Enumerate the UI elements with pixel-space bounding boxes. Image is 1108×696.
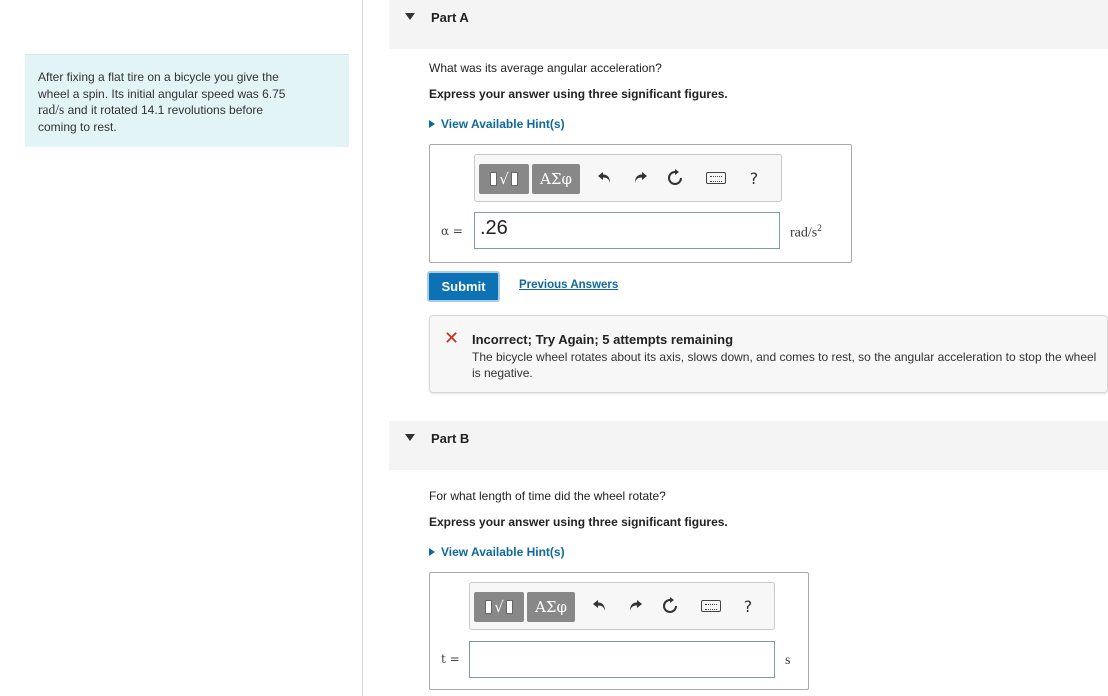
keyboard-icon[interactable] (703, 165, 729, 191)
part-a-answer-panel (429, 144, 852, 263)
undo-icon[interactable] (592, 165, 618, 191)
alpha-variable-label: α = (441, 224, 463, 238)
expand-triangle-icon (429, 548, 435, 556)
problem-column (0, 0, 363, 696)
feedback-box (429, 315, 1108, 393)
problem-line-3-text: and it rotated 14.1 revolutions before (64, 103, 264, 117)
feedback-text: The bicycle wheel rotates about its axis, slows down, and comes to rest, so the angular acceleration to stop the wheel is negative. (472, 350, 1097, 380)
help-icon[interactable]: ? (749, 168, 759, 188)
part-a-instruction: Express your answer using three significant figures. (429, 87, 728, 101)
collapse-caret-icon[interactable] (405, 13, 415, 20)
sqrt-icon: √ (499, 170, 509, 188)
part-a-hint-label: View Available Hint(s) (441, 117, 565, 131)
part-a-header[interactable] (389, 0, 1108, 49)
template-square-icon (485, 600, 492, 614)
problem-unit: rad/s (38, 102, 65, 117)
problem-line-3 (38, 102, 337, 119)
submit-button[interactable]: Submit (427, 271, 500, 302)
template-square-icon (506, 600, 513, 614)
unit-base: rad/s (790, 225, 818, 241)
problem-line-1: After fixing a flat tire on a bicycle you give the (38, 70, 279, 84)
part-b-question: For what length of time did the wheel rotate? (429, 489, 666, 503)
problem-statement (25, 54, 349, 147)
unit-exponent: 2 (817, 223, 822, 233)
part-a-question: What was its average angular acceleration? (429, 61, 662, 75)
part-a-title: Part A (431, 10, 469, 25)
reset-icon[interactable] (657, 593, 683, 619)
part-b-answer-panel (429, 572, 809, 690)
templates-button[interactable] (474, 592, 524, 622)
problem-line-4: coming to rest. (38, 119, 117, 134)
undo-icon[interactable] (587, 593, 613, 619)
part-b-math-toolbar (469, 582, 775, 630)
incorrect-x-icon: ✕ (444, 328, 460, 349)
part-b-unit: s (785, 653, 791, 668)
part-b-hint-link[interactable] (429, 545, 565, 559)
problem-line-2: wheel a spin. Its initial angular speed was 6.75 (38, 86, 286, 101)
reset-icon[interactable] (662, 165, 688, 191)
template-square-icon (511, 172, 518, 186)
previous-answers-link[interactable]: Previous Answers (519, 279, 619, 291)
part-b-header[interactable] (389, 421, 1108, 470)
expand-triangle-icon (429, 120, 435, 128)
greek-symbols-button[interactable]: ΑΣφ (532, 164, 580, 194)
redo-icon[interactable] (627, 165, 653, 191)
part-b-answer-input[interactable] (469, 641, 775, 678)
part-b-title: Part B (431, 431, 470, 446)
part-a-hint-link[interactable] (429, 117, 565, 131)
part-a-unit (790, 223, 822, 242)
part-a-answer-input[interactable]: .26 (474, 212, 780, 249)
part-b-hint-label: View Available Hint(s) (441, 545, 565, 559)
keyboard-icon[interactable] (698, 593, 724, 619)
part-a-math-toolbar (474, 154, 782, 202)
help-icon[interactable]: ? (743, 596, 753, 616)
template-square-icon (490, 172, 497, 186)
t-variable-label: t = (441, 652, 460, 666)
redo-icon[interactable] (622, 593, 648, 619)
templates-button[interactable] (479, 164, 529, 194)
greek-symbols-button[interactable]: ΑΣφ (527, 592, 575, 622)
part-b-instruction: Express your answer using three significant figures. (429, 515, 728, 529)
sqrt-icon: √ (494, 598, 504, 616)
feedback-title: Incorrect; Try Again; 5 attempts remaining (472, 332, 734, 347)
collapse-caret-icon[interactable] (405, 434, 415, 441)
